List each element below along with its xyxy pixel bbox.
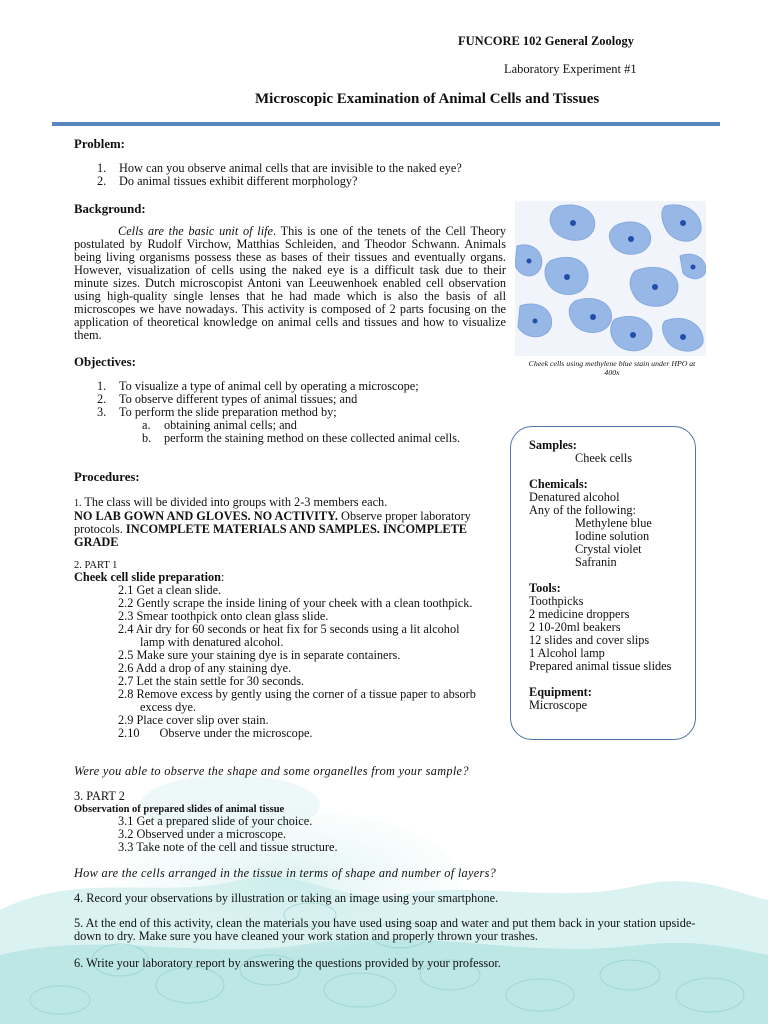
stain-item: Methylene blue xyxy=(575,516,652,530)
objectives-sublist xyxy=(142,419,512,445)
list-item: 2.8 Remove excess by gently using the corner of a tissue paper to absorb excess dye. xyxy=(118,687,476,714)
figure-caption: Cheek cells using methylene blue stain under HPO at 400x xyxy=(528,359,696,377)
part1-title: Cheek cell slide preparation: xyxy=(74,570,225,584)
list-item: 3.3 Take note of the cell and tissue structure. xyxy=(118,840,338,854)
list-item: b. perform the staining method on these collected animal cells. xyxy=(142,431,461,445)
background-heading: Background: xyxy=(74,202,146,216)
chemical-item: Denatured alcohol xyxy=(529,490,620,504)
list-item: 1. To visualize a type of animal cell by operating a microscope; xyxy=(97,379,419,393)
equipment-item: Microscope xyxy=(529,698,588,712)
list-item: 2. Do animal tissues exhibit different morphology? xyxy=(97,174,358,188)
stain-item: Crystal violet xyxy=(575,542,642,556)
tool-item: 1 Alcohol lamp xyxy=(529,646,605,660)
list-item: 2.3 Smear toothpick onto clean glass slide. xyxy=(118,609,329,623)
problem-heading: Problem: xyxy=(74,137,125,151)
objectives-heading: Objectives: xyxy=(74,355,136,369)
list-item: 2.4 Air dry for 60 seconds or heat fix for 5 seconds using a lit alcohol lamp with denatured alcohol. xyxy=(118,622,460,649)
tool-item: Prepared animal tissue slides xyxy=(529,659,672,673)
chemical-item: Any of the following: xyxy=(529,503,636,517)
part1-label: 2. PART 1 xyxy=(74,560,118,571)
background-paragraph: Cells are the basic unit of life. This is one of the tenets of the Cell Theory postulated by Rudolf Virchow, Matthias Schleiden, and Theodor Schwann. Animals being living organisms possess these as bases of their tissues and eventually organs. However, visualization of cells using the naked eye is a difficult task due to their minute sizes. Dutch microscopist Antoni van Leeuwenhoek enabled cell observation using high-quality single lenses that he had made which is also the basis of all microscopes we have nowadays. This activity is composed of 2 parts focusing on the application of theoretical knowledge on animal cells and tissues and how to visualize them. xyxy=(74,224,506,342)
list-item: 3.2 Observed under a microscope. xyxy=(118,827,287,841)
question-part1: Were you able to observe the shape and some organelles from your sample? xyxy=(74,764,469,778)
document-title: Microscopic Examination of Animal Cells and Tissues xyxy=(255,91,600,107)
problem-list xyxy=(97,162,517,188)
chemicals-heading: Chemicals: xyxy=(529,477,588,491)
experiment-number: Laboratory Experiment #1 xyxy=(504,62,637,76)
stain-item: Iodine solution xyxy=(575,529,650,543)
materials-box xyxy=(510,426,696,740)
procedure-step-6: 6. Write your laboratory report by answering the questions provided by your professor. xyxy=(74,956,501,970)
course-title: FUNCORE 102 General Zoology xyxy=(458,34,635,48)
equipment-heading: Equipment: xyxy=(529,685,592,699)
part2-title: Observation of prepared slides of animal tissue xyxy=(74,804,285,815)
samples-heading: Samples: xyxy=(529,438,577,452)
question-part2: How are the cells arranged in the tissue in terms of shape and number of layers? xyxy=(74,866,497,880)
list-item: 2.1 Get a clean slide. xyxy=(118,583,222,597)
procedures-heading: Procedures: xyxy=(74,470,140,484)
procedure-step-4: 4. Record your observations by illustration or taking an image using your smartphone. xyxy=(74,891,499,905)
cheek-cells-micrograph xyxy=(515,201,706,356)
list-item: a. obtaining animal cells; and xyxy=(142,418,297,432)
tools-heading: Tools: xyxy=(529,581,561,595)
tool-item: Toothpicks xyxy=(529,594,584,608)
list-item: 2.5 Make sure your staining dye is in separate containers. xyxy=(118,648,401,662)
sample-item: Cheek cells xyxy=(575,451,633,465)
list-item: 3. To perform the slide preparation method by; xyxy=(97,405,337,419)
part2-steps xyxy=(118,815,478,854)
procedure-step-5: 5. At the end of this activity, clean the materials you have used using soap and water and put them back in your station upside-down to dry. Make sure you have cleaned your work station and properly thrown your trashes. xyxy=(74,916,696,943)
part2-label: 3. PART 2 xyxy=(74,789,125,803)
header-divider xyxy=(52,122,720,126)
list-item: 2.10 Observe under the microscope. xyxy=(118,726,313,740)
objectives-list xyxy=(97,380,517,419)
list-item: 2. To observe different types of animal tissues; and xyxy=(97,392,358,406)
part1-steps xyxy=(118,584,478,740)
tool-item: 12 slides and cover slips xyxy=(529,633,650,647)
list-item: 3.1 Get a prepared slide of your choice. xyxy=(118,814,313,828)
list-item: 2.6 Add a drop of any staining dye. xyxy=(118,661,292,675)
tool-item: 2 10-20ml beakers xyxy=(529,620,621,634)
procedure-step-1: 1. The class will be divided into groups with 2-3 members each. NO LAB GOWN AND GLOVES. NO ACTIVITY. Observe proper laboratory protocols. INCOMPLETE MATERIALS AND SAMPLES. INCOMPLETE GRADE xyxy=(74,495,471,549)
list-item: 1. How can you observe animal cells that are invisible to the naked eye? xyxy=(97,161,462,175)
list-item: 2.2 Gently scrape the inside lining of your cheek with a clean toothpick. xyxy=(118,596,473,610)
tool-item: 2 medicine droppers xyxy=(529,607,630,621)
list-item: 2.9 Place cover slip over stain. xyxy=(118,713,269,727)
stain-item: Safranin xyxy=(575,555,617,569)
list-item: 2.7 Let the stain settle for 30 seconds. xyxy=(118,674,305,688)
